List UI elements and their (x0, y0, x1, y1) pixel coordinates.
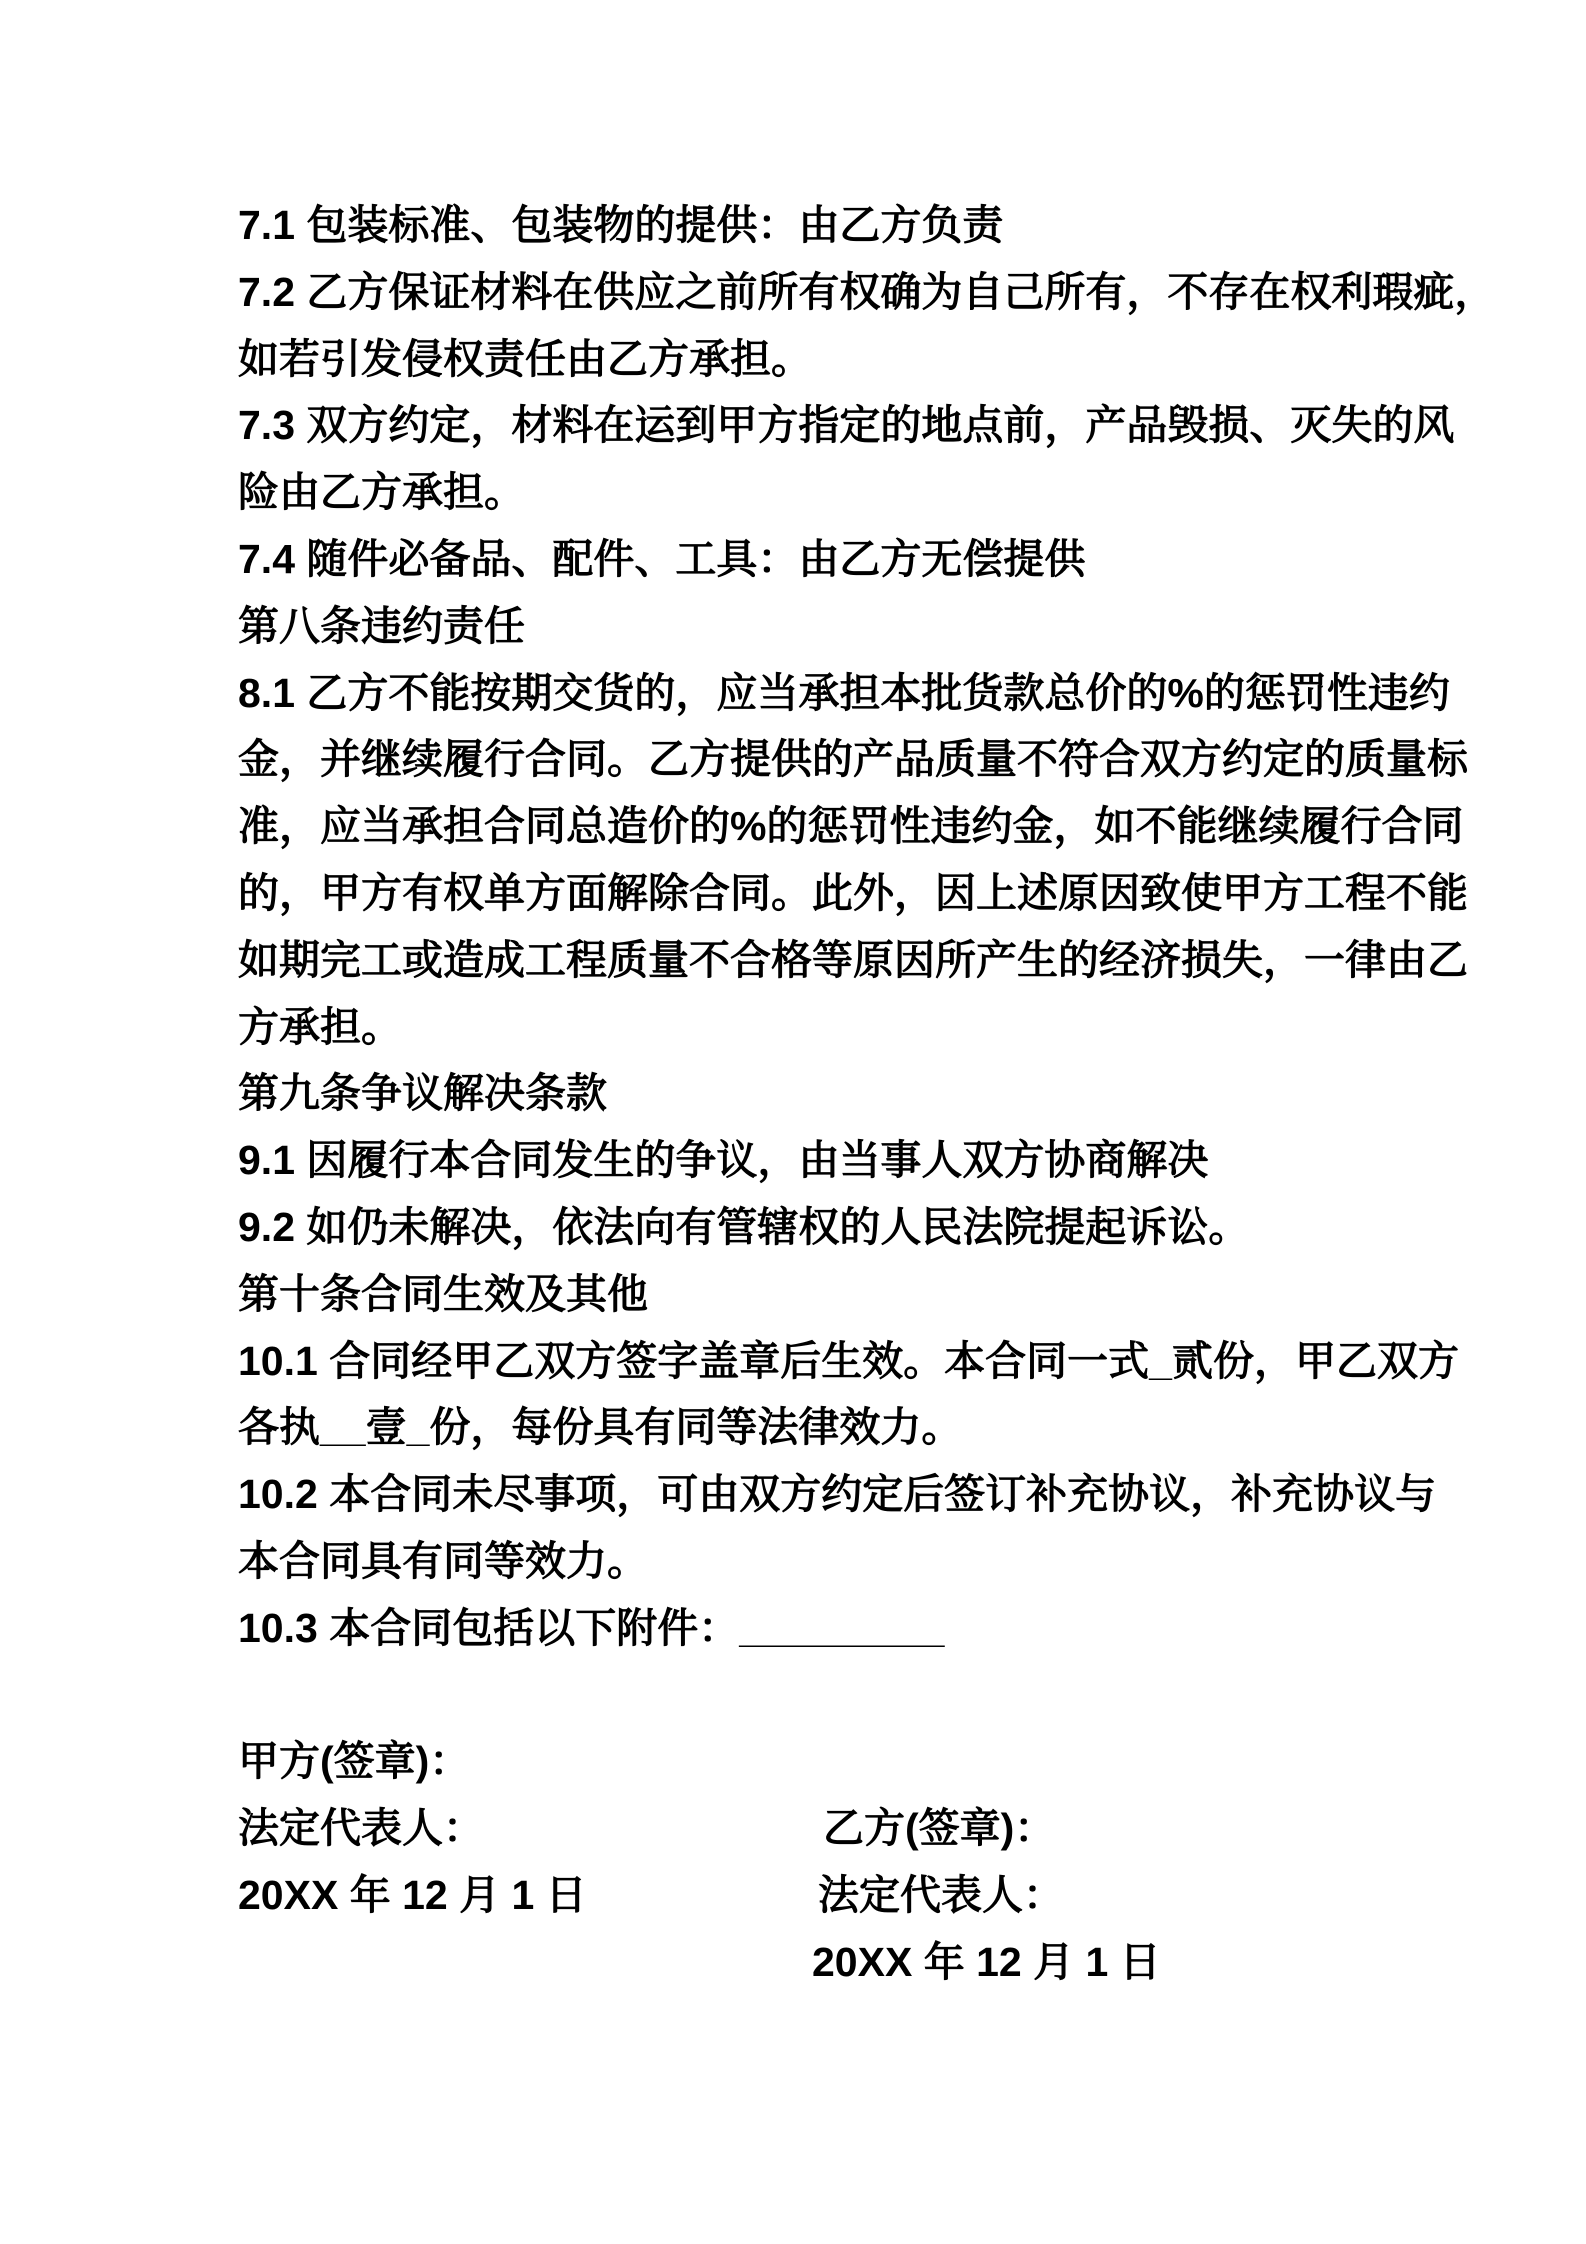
clause-7-2-line-2: 如若引发侵权责任由乙方承担。 (238, 335, 812, 382)
party-b-date: 20XX 年 12 月 1 日 (812, 1938, 1161, 1985)
clause-8-1-line-4: 的，甲方有权单方面解除合同。此外，因上述原因致使甲方工程不能 (238, 869, 1468, 916)
clause-7-3-line-2: 险由乙方承担。 (238, 469, 525, 516)
clause-10-2-line-2: 本合同具有同等效力。 (238, 1537, 648, 1584)
clause-7-3-line-1: 7.3 双方约定，材料在运到甲方指定的地点前，产品毁损、灭失的风 (238, 402, 1455, 449)
party-a-legal-rep-label: 法定代表人： (238, 1805, 484, 1852)
clause-10-3: 10.3 本合同包括以下附件：_________ (238, 1604, 945, 1651)
party-a-date: 20XX 年 12 月 1 日 (238, 1871, 587, 1918)
clause-7-4: 7.4 随件必备品、配件、工具：由乙方无偿提供 (238, 535, 1086, 582)
clause-8-1-line-5: 如期完工或造成工程质量不合格等原因所产生的经济损失，一律由乙 (238, 936, 1468, 983)
contract-body (238, 192, 1496, 1985)
clause-7-1: 7.1 包装标准、包装物的提供：由乙方负责 (238, 202, 1004, 248)
clause-10-1-line-1: 10.1 合同经甲乙双方签字盖章后生效。本合同一式_贰份，甲乙双方 (238, 1337, 1459, 1384)
clause-9-2: 9.2 如仍未解决，依法向有管辖权的人民法院提起诉讼。 (238, 1203, 1250, 1250)
clause-8-1-line-6: 方承担。 (238, 1003, 402, 1050)
clause-10-1-line-2: 各执__壹_份，每份具有同等法律效力。 (238, 1404, 963, 1451)
clause-7-2-line-1: 7.2 乙方保证材料在供应之前所有权确为自己所有，不存在权利瑕疵， (238, 268, 1496, 315)
party-b-sign-label: 乙方(签章)： (823, 1805, 1056, 1852)
article-9-heading: 第九条争议解决条款 (238, 1070, 607, 1117)
clause-9-1: 9.1 因履行本合同发生的争议，由当事人双方协商解决 (238, 1137, 1209, 1184)
article-10-heading: 第十条合同生效及其他 (238, 1270, 648, 1317)
clause-8-1-line-1: 8.1 乙方不能按期交货的，应当承担本批货款总价的%的惩罚性违约 (238, 669, 1450, 716)
party-b-legal-rep-label: 法定代表人： (818, 1871, 1064, 1918)
clause-8-1-line-2: 金，并继续履行合同。乙方提供的产品质量不符合双方约定的质量标 (238, 736, 1468, 783)
clause-8-1-line-3: 准，应当承担合同总造价的%的惩罚性违约金，如不能继续履行合同 (238, 803, 1464, 850)
party-a-sign-label: 甲方(签章)： (238, 1738, 471, 1785)
article-8-heading: 第八条违约责任 (238, 602, 525, 649)
clause-10-2-line-1: 10.2 本合同未尽事项，可由双方约定后签订补充协议，补充协议与 (238, 1471, 1437, 1518)
